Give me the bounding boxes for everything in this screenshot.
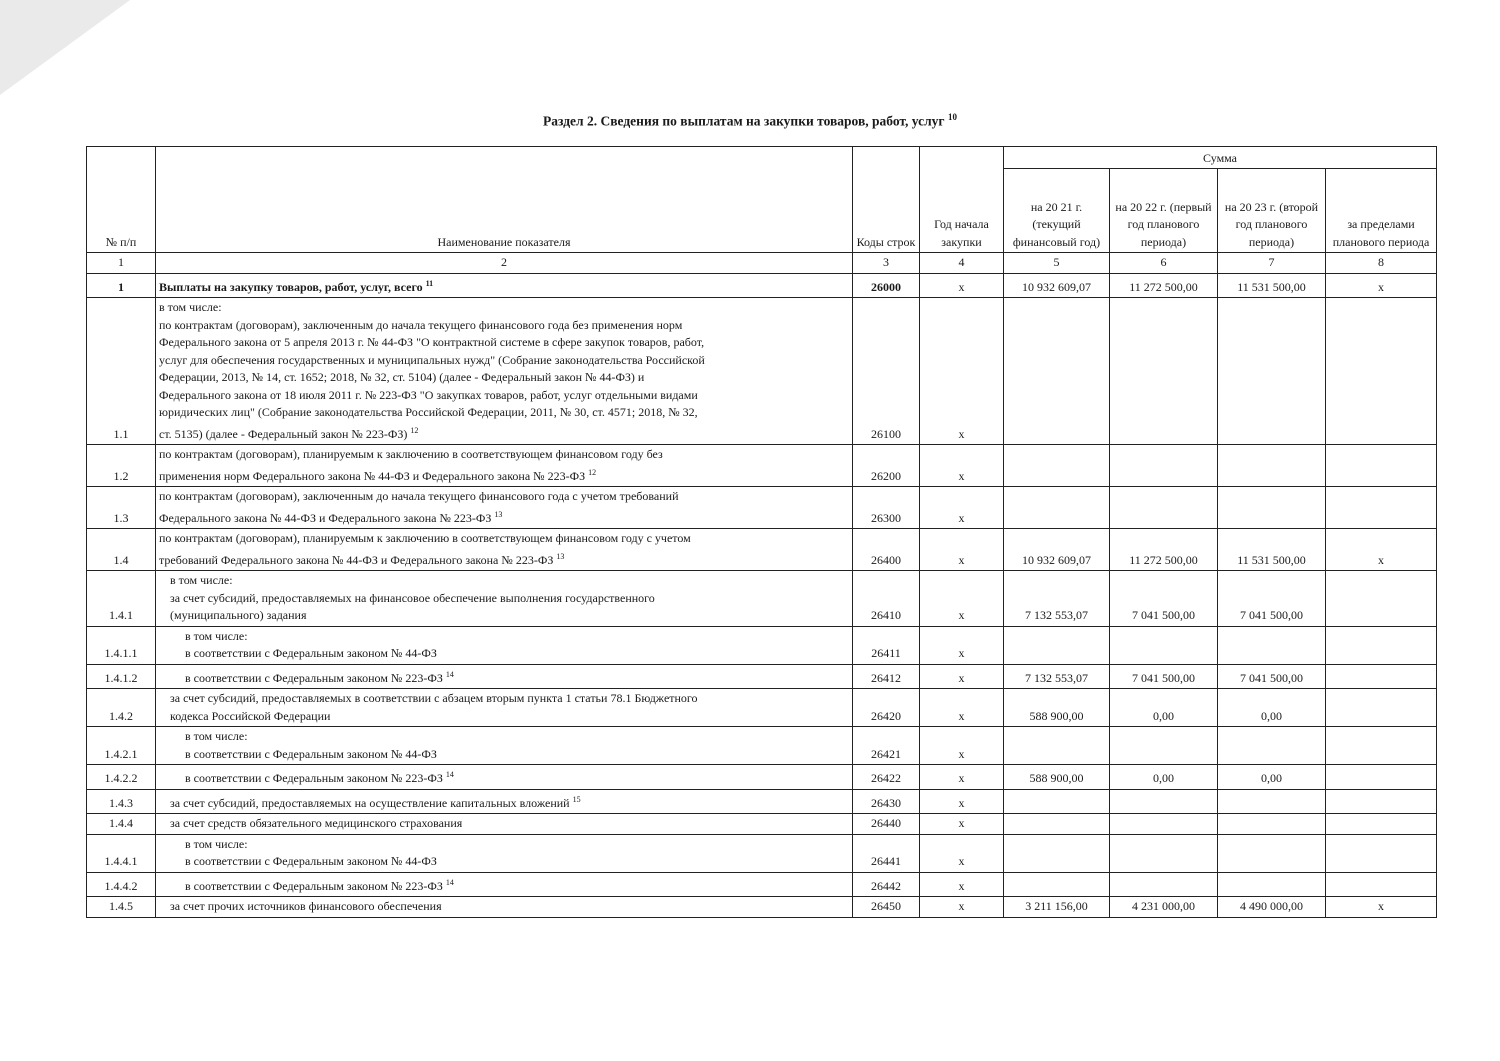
row-name-line: [170, 791, 849, 813]
row-code: 26000: [853, 273, 920, 298]
row-name: [156, 765, 853, 790]
row-sum-2022: 11 272 500,00: [1110, 273, 1218, 298]
table-row: [87, 664, 1437, 689]
header-num: № п/п: [87, 147, 156, 253]
row-sum-2022: 0,00: [1110, 689, 1218, 727]
row-name-line: по контрактам (договорам), заключенным до начала текущего финансового года с учетом требований: [159, 489, 679, 503]
row-name: [156, 689, 853, 727]
row-name-line: кодекса Российской Федерации: [170, 708, 331, 723]
table-row: [87, 529, 1437, 571]
row-number: 1: [87, 273, 156, 298]
row-name: [156, 897, 853, 918]
footnote-ref: 15: [572, 794, 581, 804]
table-row: [87, 298, 1437, 445]
row-name-line: Федерального закона от 5 апреля 2013 г. № 44-ФЗ "О контрактной системе в сфере закупок товаров, работ,: [159, 335, 705, 349]
table-row: [87, 689, 1437, 727]
column-number: 8: [1326, 253, 1437, 274]
row-sum-2021: 588 900,00: [1004, 689, 1110, 727]
row-code: 26450: [853, 897, 920, 918]
row-sum-2023: [1218, 487, 1326, 529]
row-sum-2022: [1110, 487, 1218, 529]
header-beyond: за пределами планового периода: [1326, 169, 1437, 253]
row-sum-2022: 11 272 500,00: [1110, 529, 1218, 571]
row-sum-2022: 4 231 000,00: [1110, 897, 1218, 918]
footnote-ref: 13: [494, 509, 503, 519]
section-title: [0, 112, 1500, 130]
table-row: [87, 626, 1437, 664]
row-name: [156, 529, 853, 571]
row-sum-beyond: x: [1326, 273, 1437, 298]
row-sum-2023: 7 041 500,00: [1218, 571, 1326, 627]
header-row-1: [87, 147, 1437, 169]
row-sum-2021: 3 211 156,00: [1004, 897, 1110, 918]
header-year-2: на 20 22 г. (первый год планового периода): [1110, 169, 1218, 253]
row-code: 26411: [853, 626, 920, 664]
row-sum-2021: [1004, 445, 1110, 487]
row-sum-2022: [1110, 298, 1218, 445]
row-start-year: x: [920, 814, 1004, 835]
row-name-text: в соответствии с Федеральным законом № 223-ФЗ: [185, 878, 443, 893]
footnote-ref: 14: [445, 669, 454, 679]
column-number: 7: [1218, 253, 1326, 274]
row-name-line: [159, 548, 849, 570]
row-name-line: за счет субсидий, предоставляемых на финансовое обеспечение выполнения государственного: [170, 590, 655, 605]
header-sum: Сумма: [1004, 147, 1437, 169]
row-name: [156, 834, 853, 872]
table-row: [87, 571, 1437, 627]
row-start-year: x: [920, 487, 1004, 529]
row-number: 1.4.1.2: [87, 664, 156, 689]
row-name-line: по контрактам (договорам), планируемым к заключению в соответствующем финансовом году с учетом: [159, 531, 691, 545]
section-title-text: Раздел 2. Сведения по выплатам на закупки товаров, работ, услуг: [543, 113, 945, 129]
row-sum-2023: [1218, 298, 1326, 445]
row-sum-2022: [1110, 626, 1218, 664]
column-number: 6: [1110, 253, 1218, 274]
row-sum-beyond: [1326, 445, 1437, 487]
row-sum-beyond: [1326, 298, 1437, 445]
row-name-line: [159, 506, 849, 528]
row-sum-2022: [1110, 872, 1218, 897]
row-name-line: [159, 422, 849, 444]
row-sum-2022: [1110, 727, 1218, 765]
row-sum-beyond: [1326, 626, 1437, 664]
row-name-line: услуг для обеспечения государственных и муниципальных нужд" (Собрание законодательства Российской: [159, 352, 705, 367]
section-title-footnote: 10: [947, 112, 957, 122]
column-number: 2: [156, 253, 853, 274]
row-name-line: по контрактам (договорам), планируемым к заключению в соответствующем финансовом году без: [159, 447, 663, 461]
row-sum-2023: 7 041 500,00: [1218, 664, 1326, 689]
footnote-ref: 14: [445, 877, 454, 887]
row-name-line: (муниципального) задания: [170, 608, 307, 622]
row-name-line: в соответствии с Федеральным законом № 44-ФЗ: [185, 746, 437, 761]
row-name-line: за счет субсидий, предоставляемых в соответствии с абзацем вторым пункта 1 статьи 78.1 Бюджетного: [170, 691, 698, 705]
row-name-line: за счет средств обязательного медицинского страхования: [170, 816, 463, 830]
row-name: [156, 814, 853, 835]
row-name-line: по контрактам (договорам), заключенным до начала текущего финансового года без применения норм: [159, 317, 683, 332]
row-start-year: x: [920, 897, 1004, 918]
row-name: [156, 273, 853, 298]
row-number: 1.4.2.2: [87, 765, 156, 790]
row-sum-2021: 7 132 553,07: [1004, 664, 1110, 689]
row-code: 26100: [853, 298, 920, 445]
row-sum-beyond: [1326, 814, 1437, 835]
row-code: 26412: [853, 664, 920, 689]
row-number: 1.4: [87, 529, 156, 571]
row-number: 1.4.1: [87, 571, 156, 627]
row-number: 1.4.3: [87, 789, 156, 814]
row-name: [156, 298, 853, 445]
row-name-line: в том числе:: [185, 628, 248, 643]
row-sum-2023: [1218, 789, 1326, 814]
row-code: 26421: [853, 727, 920, 765]
row-name-line: в том числе:: [170, 573, 233, 587]
row-start-year: x: [920, 626, 1004, 664]
row-name: [156, 487, 853, 529]
row-start-year: x: [920, 765, 1004, 790]
row-sum-2022: [1110, 789, 1218, 814]
row-number: 1.1: [87, 298, 156, 445]
row-code: 26420: [853, 689, 920, 727]
table-row: [87, 897, 1437, 918]
row-name-line: [185, 874, 849, 896]
row-name-line: [159, 275, 849, 297]
row-sum-2023: 4 490 000,00: [1218, 897, 1326, 918]
row-code: 26200: [853, 445, 920, 487]
row-sum-2023: [1218, 834, 1326, 872]
table-row: [87, 834, 1437, 872]
row-sum-2021: [1004, 834, 1110, 872]
row-name-text: требований Федерального закона № 44-ФЗ и Федерального закона № 223-ФЗ: [159, 552, 554, 567]
table-row: [87, 789, 1437, 814]
row-name: [156, 789, 853, 814]
row-number: 1.4.4.1: [87, 834, 156, 872]
row-start-year: x: [920, 689, 1004, 727]
row-code: 26300: [853, 487, 920, 529]
row-sum-2021: [1004, 298, 1110, 445]
row-name-line: в том числе:: [185, 836, 248, 851]
row-sum-2023: 0,00: [1218, 689, 1326, 727]
row-code: 26430: [853, 789, 920, 814]
row-name-text: применения норм Федерального закона № 44-ФЗ и Федерального закона № 223-ФЗ: [159, 468, 586, 483]
table-row: [87, 872, 1437, 897]
row-sum-2022: 0,00: [1110, 765, 1218, 790]
footnote-ref: 12: [410, 425, 419, 435]
column-number: 3: [853, 253, 920, 274]
row-sum-2023: 0,00: [1218, 765, 1326, 790]
row-sum-2022: [1110, 445, 1218, 487]
row-start-year: x: [920, 727, 1004, 765]
row-name-line: в соответствии с Федеральным законом № 44-ФЗ: [185, 854, 437, 868]
table-row: [87, 765, 1437, 790]
row-sum-beyond: [1326, 872, 1437, 897]
row-sum-2023: [1218, 626, 1326, 664]
row-code: 26422: [853, 765, 920, 790]
row-sum-beyond: [1326, 834, 1437, 872]
row-sum-beyond: [1326, 664, 1437, 689]
footnote-ref: 12: [588, 467, 597, 477]
row-sum-2021: 10 932 609,07: [1004, 273, 1110, 298]
footnote-ref: 11: [425, 278, 434, 288]
row-code: 26441: [853, 834, 920, 872]
header-year-1: на 20 21 г. (текущий финансовый год): [1004, 169, 1110, 253]
column-number: 1: [87, 253, 156, 274]
row-code: 26440: [853, 814, 920, 835]
row-number: 1.4.1.1: [87, 626, 156, 664]
row-sum-2021: [1004, 487, 1110, 529]
table-row: [87, 273, 1437, 298]
row-name-line: [185, 666, 849, 688]
scan-corner-shadow: [0, 0, 130, 95]
row-sum-beyond: [1326, 487, 1437, 529]
row-name-text: Федерального закона № 44-ФЗ и Федерального закона № 223-ФЗ: [159, 510, 492, 525]
row-name-line: [159, 464, 849, 486]
row-name-text: Выплаты на закупку товаров, работ, услуг, всего: [159, 279, 423, 294]
row-start-year: x: [920, 789, 1004, 814]
row-name: [156, 445, 853, 487]
row-number: 1.4.4.2: [87, 872, 156, 897]
row-sum-2023: [1218, 445, 1326, 487]
footnote-ref: 14: [445, 770, 454, 779]
row-start-year: x: [920, 834, 1004, 872]
row-start-year: x: [920, 298, 1004, 445]
table-row: [87, 487, 1437, 529]
row-sum-2021: 588 900,00: [1004, 765, 1110, 790]
row-name-line: в соответствии с Федеральным законом № 44-ФЗ: [185, 646, 437, 660]
row-start-year: x: [920, 273, 1004, 298]
table-row: [87, 445, 1437, 487]
row-sum-beyond: [1326, 689, 1437, 727]
row-name-text: в соответствии с Федеральным законом № 223-ФЗ: [185, 670, 443, 685]
row-sum-2022: 7 041 500,00: [1110, 571, 1218, 627]
row-start-year: x: [920, 571, 1004, 627]
row-name-line: Федерации, 2013, № 14, ст. 1652; 2018, № 32, ст. 5104) (далее - Федеральный закон № 44-ФЗ) и: [159, 370, 645, 384]
row-sum-2021: [1004, 872, 1110, 897]
row-sum-2023: [1218, 814, 1326, 835]
row-sum-2022: [1110, 814, 1218, 835]
row-name: [156, 872, 853, 897]
row-sum-2021: 10 932 609,07: [1004, 529, 1110, 571]
row-sum-2021: [1004, 814, 1110, 835]
row-start-year: x: [920, 872, 1004, 897]
row-sum-2021: [1004, 727, 1110, 765]
header-name: Наименование показателя: [156, 147, 853, 253]
row-start-year: x: [920, 664, 1004, 689]
footnote-ref: 13: [556, 551, 565, 561]
row-sum-beyond: x: [1326, 897, 1437, 918]
row-name-text: ст. 5135) (далее - Федеральный закон № 223-ФЗ): [159, 426, 408, 441]
row-name-line: в том числе:: [159, 300, 222, 314]
row-start-year: x: [920, 529, 1004, 571]
payments-table: [86, 146, 1437, 918]
row-number: 1.2: [87, 445, 156, 487]
row-number: 1.4.4: [87, 814, 156, 835]
row-name-line: Федерального закона от 18 июля 2011 г. № 223-ФЗ "О закупках товаров, работ, услуг отдельными видами: [159, 387, 698, 402]
row-code: 26400: [853, 529, 920, 571]
row-start-year: x: [920, 445, 1004, 487]
row-sum-beyond: [1326, 765, 1437, 790]
row-name: [156, 571, 853, 627]
row-name: [156, 727, 853, 765]
row-name-line: юридических лиц" (Собрание законодательства Российской Федерации, 2011, № 30, ст. 4571; 2018, № 32,: [159, 405, 698, 419]
row-sum-2023: 11 531 500,00: [1218, 529, 1326, 571]
row-name-text: за счет субсидий, предоставляемых на осуществление капитальных вложений: [170, 795, 570, 810]
row-sum-2022: 7 041 500,00: [1110, 664, 1218, 689]
row-number: 1.4.2.1: [87, 727, 156, 765]
table-row: [87, 727, 1437, 765]
row-sum-beyond: [1326, 789, 1437, 814]
row-code: 26442: [853, 872, 920, 897]
row-sum-2022: [1110, 834, 1218, 872]
row-name-line: за счет прочих источников финансового обеспечения: [170, 899, 442, 913]
row-sum-2021: [1004, 789, 1110, 814]
header-code: Коды строк: [853, 147, 920, 253]
table-row: [87, 814, 1437, 835]
column-number: 5: [1004, 253, 1110, 274]
column-number-row: [87, 253, 1437, 274]
row-sum-2021: [1004, 626, 1110, 664]
row-name-text: в соответствии с Федеральным законом № 223-ФЗ: [185, 771, 443, 785]
row-sum-2021: 7 132 553,07: [1004, 571, 1110, 627]
row-sum-2023: [1218, 872, 1326, 897]
row-number: 1.3: [87, 487, 156, 529]
column-number: 4: [920, 253, 1004, 274]
header-year-3: на 20 23 г. (второй год планового периода): [1218, 169, 1326, 253]
row-name: [156, 664, 853, 689]
row-sum-beyond: [1326, 727, 1437, 765]
row-sum-2023: [1218, 727, 1326, 765]
row-number: 1.4.5: [87, 897, 156, 918]
row-name: [156, 626, 853, 664]
row-code: 26410: [853, 571, 920, 627]
row-sum-beyond: x: [1326, 529, 1437, 571]
row-sum-2023: 11 531 500,00: [1218, 273, 1326, 298]
header-year: Год начала закупки: [920, 147, 1004, 253]
row-number: 1.4.2: [87, 689, 156, 727]
row-sum-beyond: [1326, 571, 1437, 627]
row-name-line: [185, 766, 849, 788]
row-name-line: в том числе:: [185, 729, 248, 743]
